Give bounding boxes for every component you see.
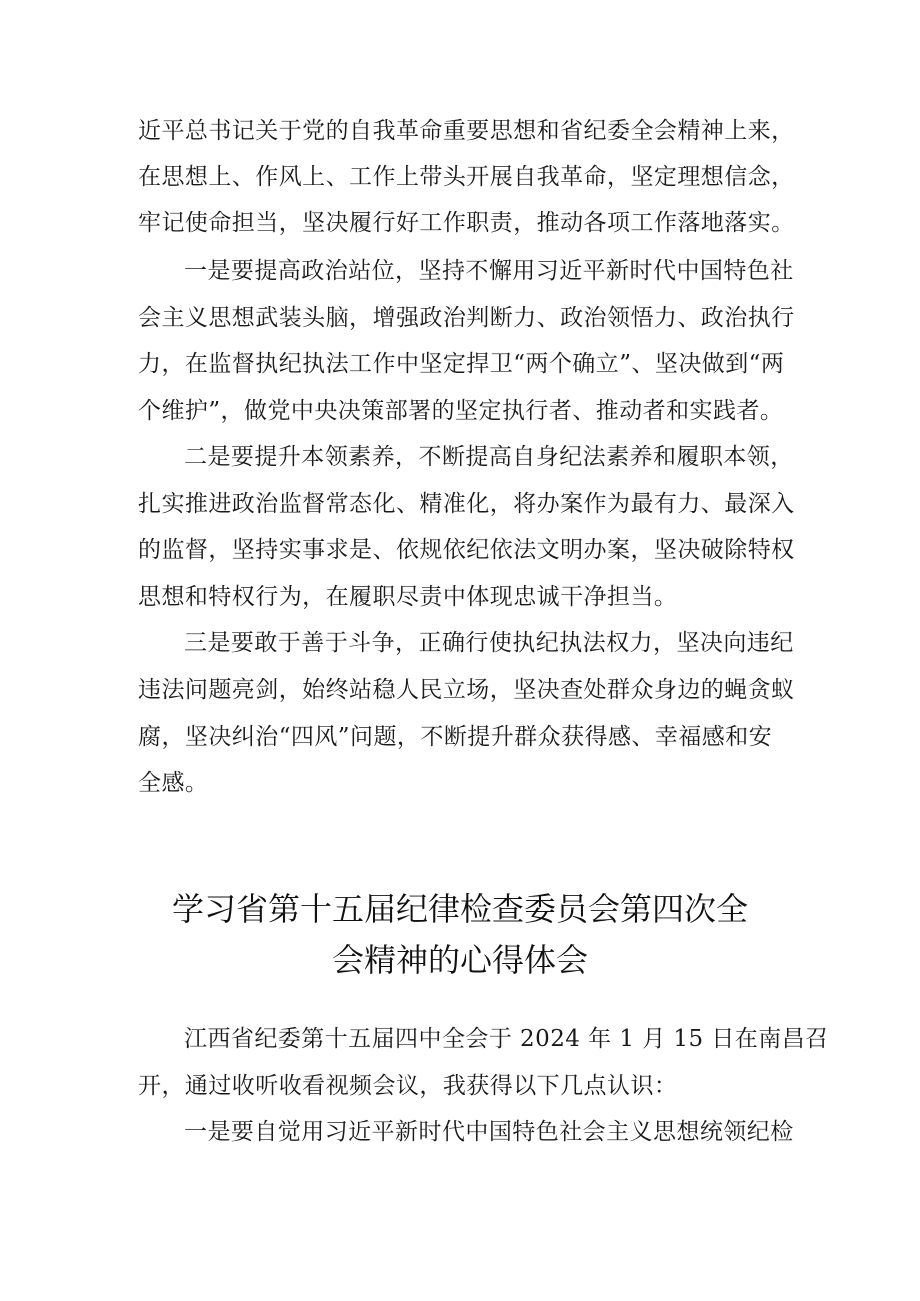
paragraph-line: 在思想上、作风上、工作上带头开展自我革命，坚定理想信念，: [138, 164, 795, 190]
paragraph-line: 牢记使命担当，坚决履行好工作职责，推动各项工作落地落实。: [138, 210, 795, 236]
paragraph-line: 三是要敢于善于斗争，正确行使执纪执法权力，坚决向违纪: [184, 630, 794, 656]
paragraph-line: 全感。: [138, 770, 209, 796]
paragraph-line: 开，通过收听收看视频会议，我获得以下几点认识：: [138, 1073, 678, 1099]
article-title: 学习省第十五届纪律检查委员会第四次全: [171, 890, 748, 928]
paragraph-line: 一是要提高政治站位，坚持不懈用习近平新时代中国特色社: [184, 258, 794, 284]
paragraph-line: 腐，坚决纠治“四风”问题，不断提升群众获得感、幸福感和安: [138, 724, 773, 750]
paragraph-line: 江西省纪委第十五届四中全会于 2024 年 1 月 15 日在南昌召: [184, 1026, 829, 1052]
paragraph-line: 扎实推进政治监督常态化、精准化，将办案作为最有力、最深入: [138, 491, 795, 517]
paragraph-line: 二是要提升本领素养，不断提高自身纪法素养和履职本领，: [184, 444, 794, 470]
paragraph-line: 一是要自觉用习近平新时代中国特色社会主义思想统领纪检: [184, 1119, 794, 1145]
paragraph-line: 违法问题亮剑，始终站稳人民立场，坚决查处群众身边的蝇贪蚁: [138, 677, 795, 703]
paragraph-line: 的监督，坚持实事求是、依规依纪依法文明办案，坚决破除特权: [138, 537, 795, 563]
article-title: 会精神的心得体会: [331, 941, 588, 979]
paragraph-line: 力，在监督执纪执法工作中坚定捍卫“两个确立”、坚决做到“两: [138, 351, 785, 377]
paragraph-line: 近平总书记关于党的自我革命重要思想和省纪委全会精神上来，: [138, 118, 795, 144]
paragraph-line: 个维护”，做党中央决策部署的坚定执行者、推动者和实践者。: [138, 398, 784, 424]
paragraph-line: 思想和特权行为，在履职尽责中体现忠诚干净担当。: [138, 584, 678, 610]
paragraph-line: 会主义思想武装头脑，增强政治判断力、政治领悟力、政治执行: [138, 305, 795, 331]
